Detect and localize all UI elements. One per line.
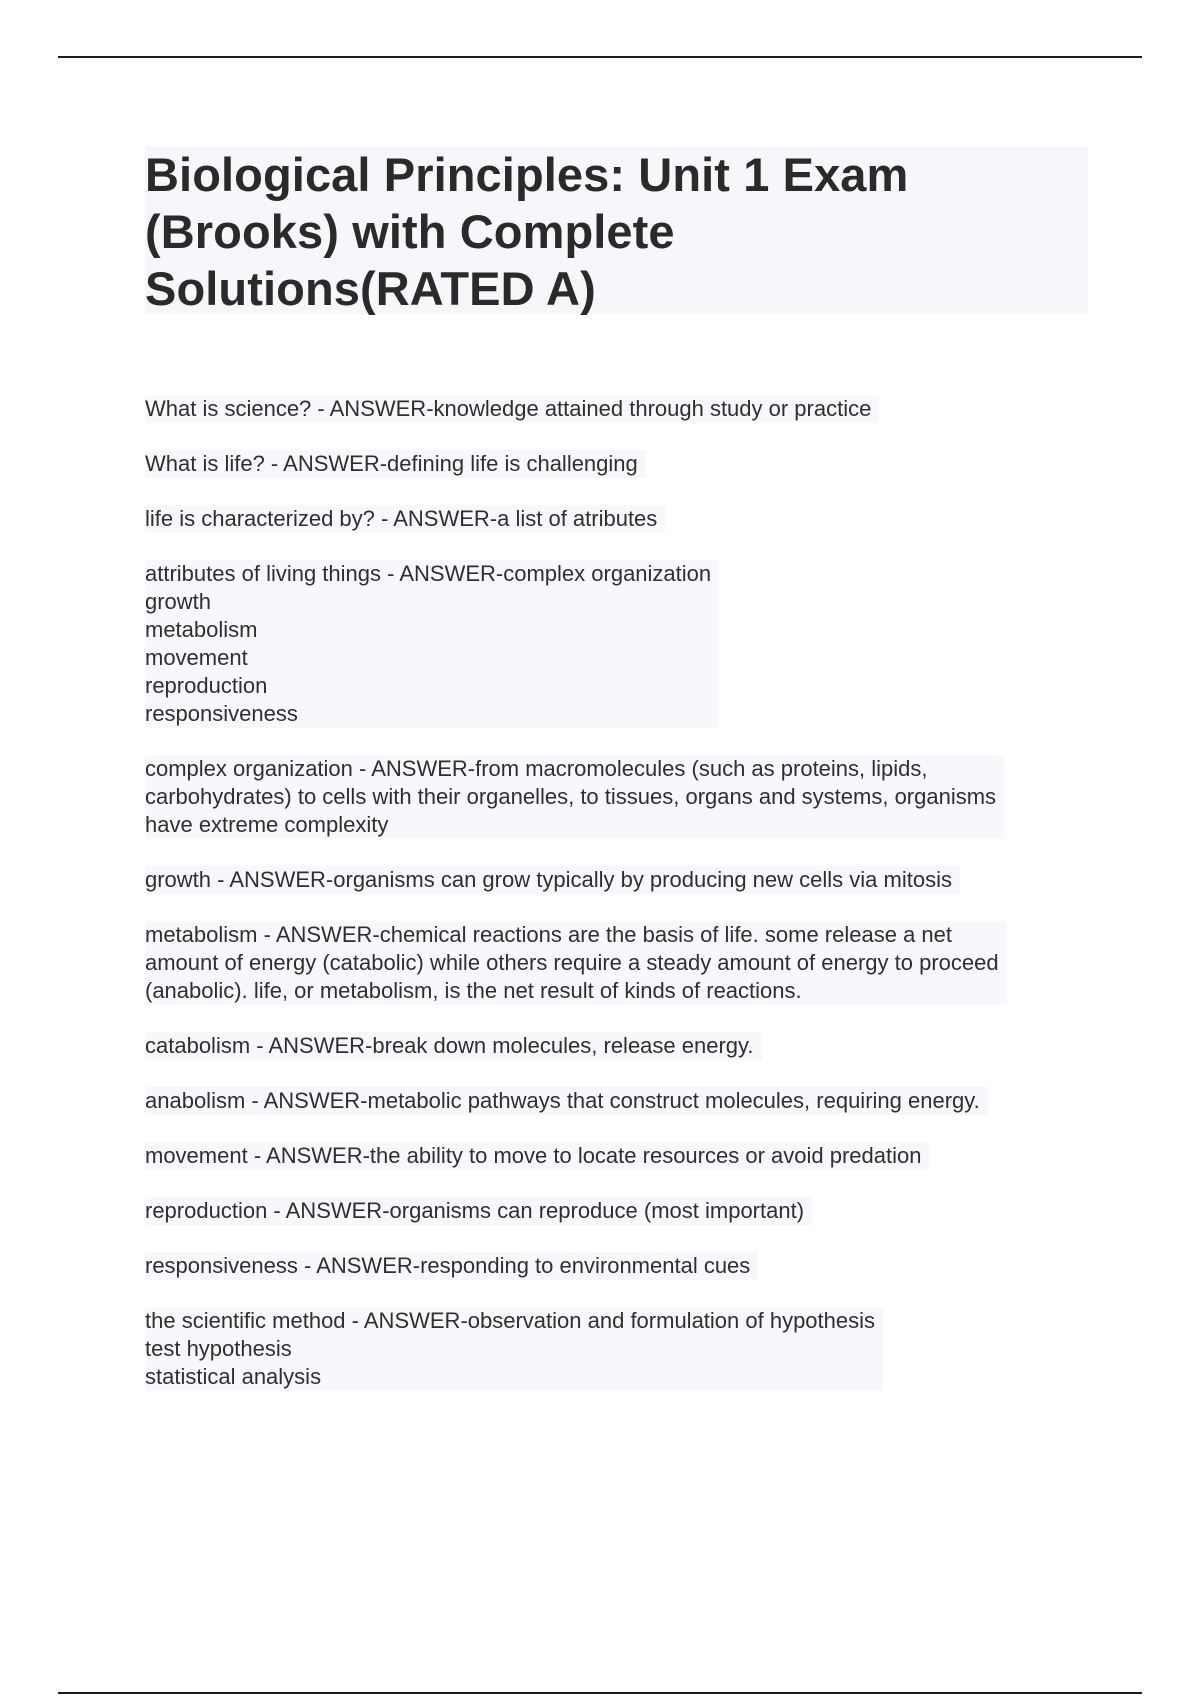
qa-item: What is life? - ANSWER-defining life is challenging (145, 450, 646, 478)
bottom-rule (58, 1692, 1142, 1694)
qa-item: movement - ANSWER-the ability to move to locate resources or avoid predation (145, 1142, 929, 1170)
qa-list (145, 395, 1095, 1418)
top-rule (58, 56, 1142, 58)
document-title: Biological Principles: Unit 1 Exam (Brooks) with Complete Solutions(RATED A) (145, 148, 909, 315)
qa-item: What is science? - ANSWER-knowledge attained through study or practice (145, 395, 879, 423)
qa-item: responsiveness - ANSWER-responding to environmental cues (145, 1252, 758, 1280)
qa-item: complex organization - ANSWER-from macromolecules (such as proteins, lipids, carbohydrates) to cells with their organelles, to tissues, organs and systems, organisms have extreme complexity (145, 755, 1004, 839)
qa-item: life is characterized by? - ANSWER-a list of atributes (145, 505, 665, 533)
qa-item: catabolism - ANSWER-break down molecules, release energy. (145, 1032, 762, 1060)
qa-item: anabolism - ANSWER-metabolic pathways that construct molecules, requiring energy. (145, 1087, 988, 1115)
qa-item: reproduction - ANSWER-organisms can reproduce (most important) (145, 1197, 812, 1225)
qa-item: metabolism - ANSWER-chemical reactions are the basis of life. some release a net amount of energy (catabolic) while others require a steady amount of energy to proceed (anabolic). life, or metabolism, is the net result of kinds of reactions. (145, 921, 1007, 1005)
qa-item: the scientific method - ANSWER-observation and formulation of hypothesis test hypothesis statistical analysis (145, 1307, 883, 1391)
qa-item: growth - ANSWER-organisms can grow typically by producing new cells via mitosis (145, 866, 960, 894)
title-block (145, 146, 1088, 314)
qa-item: attributes of living things - ANSWER-complex organization growth metabolism movement reproduction responsiveness (145, 560, 719, 728)
